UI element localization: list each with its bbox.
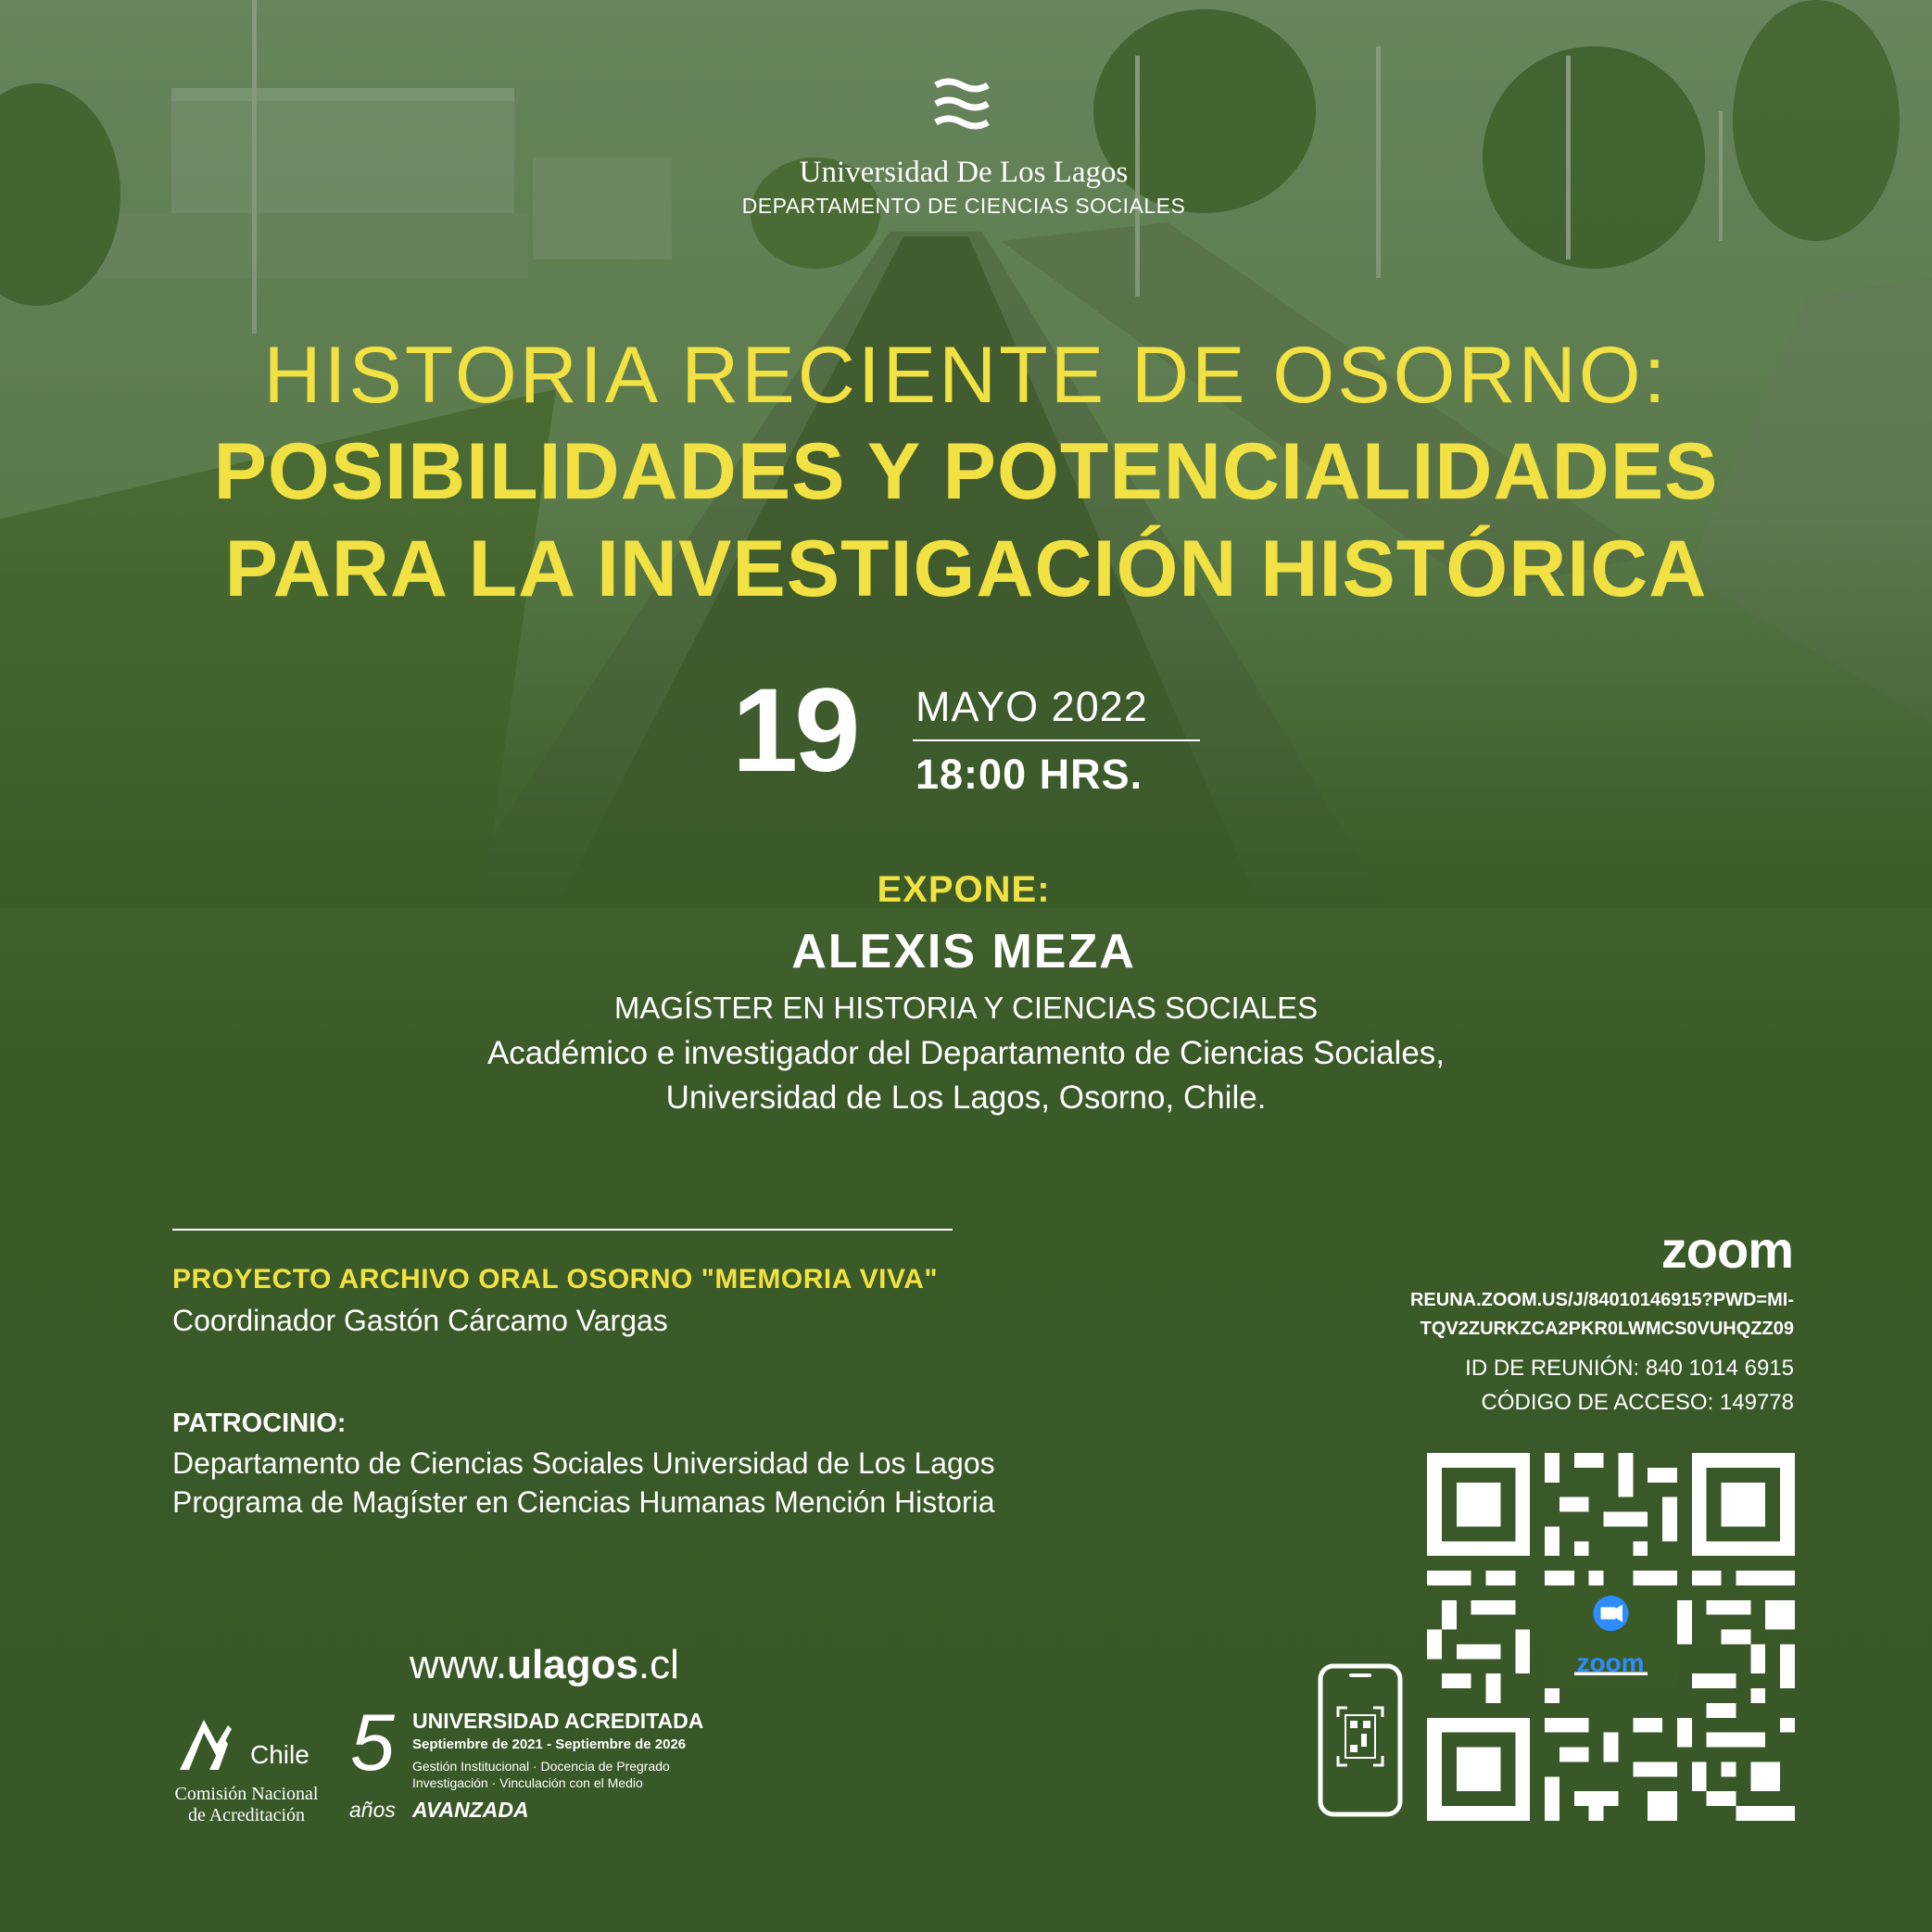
title-line-3: PARA LA INVESTIGACIÓN HISTÓRICA — [224, 524, 1708, 613]
sponsorship-line-1: Departamento de Ciencias Sociales Universidad de Los Lagos — [172, 1446, 995, 1480]
sponsorship-line-2: Programa de Magíster en Ciencias Humanas Mención Historia — [172, 1485, 995, 1519]
qr-zoom-brand: zoom — [1576, 1648, 1645, 1677]
event-day: 19 — [732, 664, 857, 797]
accreditation-period: Septiembre de 2021 - Septiembre de 2026 — [412, 1736, 687, 1752]
cna-line-1: Comisión Nacional — [174, 1784, 319, 1804]
speaker-degree: MAGÍSTER EN HISTORIA Y CIENCIAS SOCIALES — [613, 991, 1319, 1025]
section-divider — [172, 1229, 953, 1231]
department-name: DEPARTAMENTO DE CIENCIAS SOCIALES — [741, 194, 1186, 218]
title-line-1: HISTORIA RECIENTE DE OSORNO: — [263, 331, 1669, 420]
website-link[interactable] — [410, 1642, 679, 1688]
zoom-link-line-1[interactable]: REUNA.ZOOM.US/J/84010146915?PWD=MI- — [1409, 1290, 1794, 1310]
project-title: PROYECTO ARCHIVO ORAL OSORNO "MEMORIA VIVA" — [172, 1264, 939, 1294]
accreditation-title: UNIVERSIDAD ACREDITADA — [412, 1709, 704, 1733]
accreditation-areas-line-1: Gestión Institucional · Docencia de Pregrado — [412, 1759, 670, 1774]
event-time: 18:00 HRS. — [915, 751, 1143, 798]
sponsorship-label: PATROCINIO: — [172, 1408, 347, 1438]
title-line-2: POSIBILIDADES Y POTENCIALIDADES — [213, 427, 1719, 516]
cna-brand: Chile — [250, 1740, 309, 1769]
speaker-role-line-1: Académico e investigador del Departamento de Ciencias Sociales, — [486, 1035, 1446, 1071]
website-domain: ulagos — [507, 1642, 638, 1687]
website-suffix: .cl — [638, 1642, 679, 1687]
accreditation-years-number: 5 — [350, 1698, 395, 1787]
zoom-access-code: CÓDIGO DE ACCESO: 149778 — [1481, 1390, 1794, 1415]
accreditation-years-word: años — [349, 1798, 396, 1822]
website-prefix: www. — [410, 1642, 508, 1687]
zoom-link-line-2[interactable]: TQV2ZURKZCA2PKR0LWMCS0VUHQZZ09 — [1420, 1319, 1794, 1339]
accreditation-level: AVANZADA — [412, 1798, 529, 1822]
zoom-logo: zoom — [1661, 1220, 1793, 1279]
cna-logo-icon — [176, 1716, 250, 1774]
date-divider — [913, 739, 1200, 741]
university-waves-logo-icon — [934, 76, 990, 133]
zoom-qr-code[interactable] — [1427, 1453, 1795, 1821]
cna-line-2: de Acreditación — [187, 1805, 306, 1825]
speaker-role-line-2: Universidad de Los Lagos, Osorno, Chile. — [665, 1080, 1267, 1116]
event-month-year: MAYO 2022 — [915, 683, 1148, 730]
zoom-meeting-id: ID DE REUNIÓN: 840 1014 6915 — [1465, 1356, 1794, 1381]
university-name: Universidad De Los Lagos — [799, 156, 1129, 189]
project-coordinator: Coordinador Gastón Cárcamo Vargas — [172, 1304, 668, 1337]
accreditation-areas-line-2: Investigación · Vinculación con el Medio — [412, 1775, 643, 1790]
speaker-name: ALEXIS MEZA — [791, 925, 1136, 979]
speaker-label: EXPONE: — [877, 869, 1051, 910]
phone-scan-icon — [1318, 1663, 1403, 1817]
